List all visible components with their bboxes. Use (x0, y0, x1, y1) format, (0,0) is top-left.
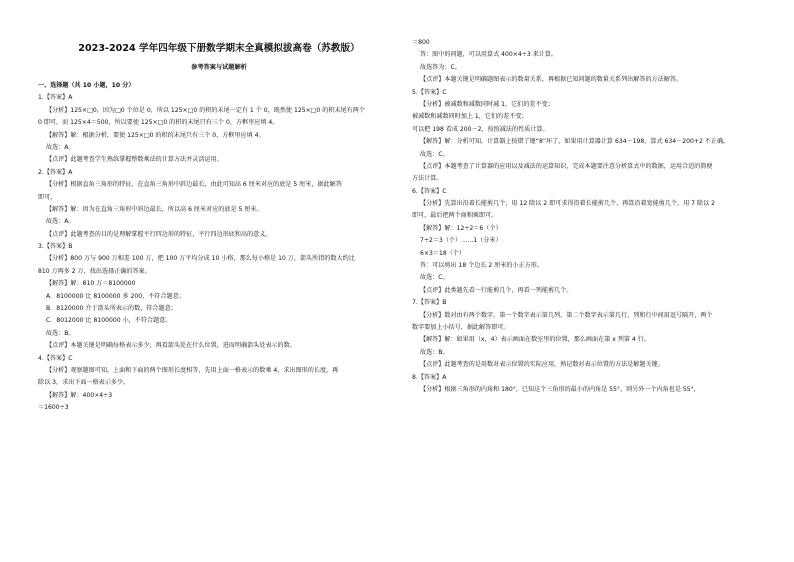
answer-line: 【点评】本题关键是明确题图表示的数量关系，再根据已知问题的数量关系列出解答的方法解答。 (420, 76, 683, 84)
answer-line: 【点评】本题关键是明确每格表示多少，再看箭头处在什么位置，进而明确箭头处表示的数。 (46, 342, 296, 350)
answer-line: 被减数和减数同时加上 1，它们的差不变； (412, 113, 528, 121)
answer-line: 【分析】根据三角形的内角和 180°，已知这个三角形的最小的内角是 55°，则另外一个内角也是 55°， (420, 385, 700, 393)
answer-line: 2.【答案】A (38, 168, 73, 176)
answer-line: 【分析】125×□0，因为□0 个位是 0，所以 125×□0 的积的末尾一定有 1 个 0，既然使 125×□0 的积末尾有两个 (46, 106, 365, 114)
answer-line: 答：可以剪出 18 个边长 2 厘米的小正方形。 (420, 262, 543, 270)
answer-line: 0 即可，而 125×4＝500，所以要使 125×□0 的积的末尾只有三个 0，方框里应填 4。 (38, 119, 279, 127)
answer-line: 【点评】本题考查了计算器的应用以及减法的运算知识，完成本题要注意分析算式中的数据，运用合适的简便 (420, 162, 713, 170)
answer-line: 【解答】解：如果用（x，4）表示画面在数室里的位置，那么画面在第 x 列第 4 行。 (420, 336, 650, 344)
answer-line: B．8120000 介于箭头所表示的数，符合题意； (46, 305, 177, 313)
section-heading: 一、选择题（共 10 小题，10 分） (38, 82, 135, 89)
answer-line: 3.【答案】B (38, 243, 73, 251)
answer-line: 6×3＝18（个） (420, 249, 465, 257)
answer-line: 【解答】解：810 万＝8100000 (46, 280, 136, 288)
answer-line: 即可，最后把两个商相乘即可。 (412, 212, 498, 220)
answer-line: 【解答】解：400×4÷3 (46, 391, 113, 399)
right-answer-list (412, 37, 784, 396)
answer-line: 方法计算。 (412, 175, 443, 183)
answer-line: 故选答为：C。 (420, 63, 461, 71)
answer-line: ＝1600÷3 (38, 404, 69, 412)
answer-line: 7.【答案】B (412, 299, 447, 307)
answer-line: 【分析】800 万与 900 万相差 100 万，把 100 万平均分成 10 小格，那么每小格是 10 万，箭头所指的数大约比 (46, 255, 355, 263)
answer-line: 故选：C。 (420, 274, 449, 282)
answer-line: 【解答】解：分析可知，计算器上按错了键“8”坏了，如果用计算器计算 634－198，算式 634－200+2 不正确。 (420, 138, 730, 146)
answer-line: 【分析】被减数和减数同时减 1，它们的差不变； (420, 100, 554, 108)
left-answer-list (38, 80, 400, 415)
answer-line: 【解答】解：12÷2＝6（个） (420, 224, 502, 232)
answer-line: 【分析】先算出沿着长能剪几个，用 12 除以 2 即可求得沿着长能剪几个，再算沿着宽能剪几个，用 7 除以 2 (420, 200, 715, 208)
answer-line: 8.【答案】A (412, 373, 447, 381)
answer-line: 【点评】此题考查学生熟练掌握整数乘法的计算方法并灵活运用。 (46, 156, 223, 164)
answer-line: 5.【答案】C (412, 88, 447, 96)
answer-line: 6.【答案】C (412, 187, 447, 195)
answer-line: 故选：B。 (420, 348, 449, 356)
left-column (38, 80, 400, 415)
answer-line: 【分析】根据直角三角形的特征，在直角三角形中斜边最长，由此可知高 6 厘米对应的底是 5 厘米，据此解答 (46, 181, 342, 189)
answer-line: 【分析】数对由有两个数字，第一个数字表示第几列，第二个数字表示第几行，列和行中间用逗号隔开，两个 (420, 311, 713, 319)
answer-line: 可以把 198 看成 200－2，按照减法的性质计算。 (412, 125, 549, 133)
answer-line: 故选：B。 (46, 329, 75, 337)
answer-line: 810 万再多 2 万，找出选择正确的答案。 (38, 267, 151, 275)
answer-line: 答：图中的问题，可以用算式 400×4÷3 来计算。 (420, 51, 558, 59)
answer-line: 即可。 (38, 193, 57, 201)
answer-line: 除以 3，求出下面一格表示多少。 (38, 379, 130, 387)
answer-line: 【分析】观察题图可知，上面和下面的两个图形长度相等，先用上面一格表示的数乘 4，求出图形的长度，再 (46, 366, 339, 374)
answer-line: A．8100000 比 8100000 多 200，不符合题意； (46, 292, 185, 300)
answer-line: 故选：A。 (46, 218, 75, 226)
page-subtitle: 参考答案与试题解析 (191, 64, 247, 71)
answer-line: 1.【答案】A (38, 94, 73, 102)
answer-line: 4.【答案】C (38, 354, 73, 362)
answer-line: 【点评】此题考查的是用数对表示位置的实际应用，熟记数对表示位置的方法是解题关键。 (420, 361, 664, 369)
answer-line: 故选：C。 (420, 150, 449, 158)
answer-line: 数字要加上小括号，据此解答即可。 (412, 323, 510, 331)
answer-line: ＝800 (412, 39, 430, 46)
answer-line: 故选：A。 (46, 143, 75, 151)
answer-line: 【解答】解：根据分析，要使 125×□0 的积的末尾只有三个 0，方框里应填 4。 (46, 131, 265, 139)
page-title: 2023-2024 学年四年级下册数学期末全真模拟拔高卷（苏教版） (78, 43, 360, 54)
right-column (412, 37, 784, 396)
answer-line: 【点评】此类题先看一行能剪几个，再看一列能剪几个。 (420, 286, 573, 294)
answer-line: 【解答】解：因为在直角三角形中斜边最长，所以高 6 厘米对应的底是 5 厘米。 (46, 205, 263, 213)
answer-line: 7÷2＝3（个）……1（分米） (420, 237, 502, 245)
answer-line: 【点评】此题考查的目的是理解掌握平行四边形的特征，平行四边形底和高的意义。 (46, 230, 272, 238)
answer-line: C．8012000 比 8100000 小，不符合题意。 (46, 317, 172, 325)
